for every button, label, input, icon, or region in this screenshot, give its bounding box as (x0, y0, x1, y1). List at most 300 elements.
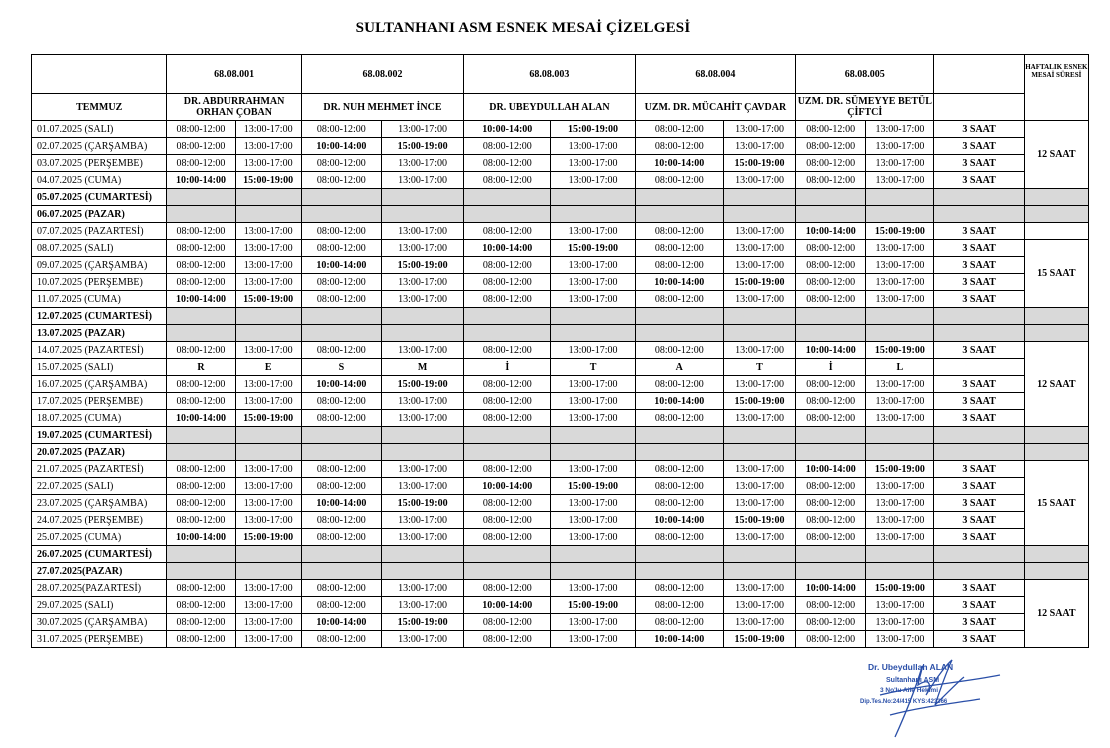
shift-pm: 13:00-17:00 (866, 172, 934, 189)
shift-pm: 13:00-17:00 (235, 274, 301, 291)
shift-am: 08:00-12:00 (464, 291, 551, 308)
shift-am: 08:00-12:00 (635, 597, 723, 614)
shift-am: 08:00-12:00 (167, 257, 235, 274)
shift-pm: 13:00-17:00 (551, 172, 635, 189)
weekend-cell (167, 189, 235, 206)
weekend-row (32, 189, 1089, 206)
weekend-cell (635, 444, 723, 461)
shift-am: 08:00-12:00 (635, 223, 723, 240)
shift-am: 08:00-12:00 (796, 172, 866, 189)
holiday-letter: T (551, 359, 635, 376)
weekend-cell (723, 308, 795, 325)
shift-pm: 13:00-17:00 (381, 393, 463, 410)
weekend-row (32, 325, 1089, 342)
header-blank (934, 94, 1024, 121)
shift-pm: 13:00-17:00 (551, 495, 635, 512)
weekly-total: 15 SAAT (1024, 240, 1088, 308)
daily-total: 3 SAAT (934, 597, 1024, 614)
shift-am: 08:00-12:00 (796, 495, 866, 512)
table-row (32, 155, 1089, 172)
shift-pm: 13:00-17:00 (551, 155, 635, 172)
shift-pm: 13:00-17:00 (235, 342, 301, 359)
daily-total: 3 SAAT (934, 342, 1024, 359)
weekend-cell (464, 189, 551, 206)
weekend-cell (635, 206, 723, 223)
shift-am: 08:00-12:00 (796, 597, 866, 614)
daily-total: 3 SAAT (934, 274, 1024, 291)
shift-pm: 13:00-17:00 (551, 257, 635, 274)
table-row (32, 410, 1089, 427)
holiday-letter: S (301, 359, 381, 376)
flex-shift-am: 10:00-14:00 (464, 597, 551, 614)
flex-shift-am: 10:00-14:00 (301, 495, 381, 512)
schedule-table (31, 54, 1089, 648)
weekend-cell (796, 563, 866, 580)
shift-pm: 13:00-17:00 (723, 495, 795, 512)
date-cell: 23.07.2025 (ÇARŞAMBA) (32, 495, 167, 512)
doctor-signature-stamp (860, 655, 1020, 745)
shift-am: 08:00-12:00 (301, 631, 381, 648)
table-row (32, 257, 1089, 274)
shift-am: 08:00-12:00 (796, 529, 866, 546)
shift-am: 08:00-12:00 (464, 631, 551, 648)
shift-pm: 13:00-17:00 (381, 223, 463, 240)
flex-shift-am: 10:00-14:00 (301, 257, 381, 274)
table-row (32, 495, 1089, 512)
flex-shift-am: 10:00-14:00 (635, 393, 723, 410)
weekend-cell (934, 444, 1024, 461)
shift-pm: 13:00-17:00 (235, 580, 301, 597)
weekend-cell (235, 189, 301, 206)
date-cell: 15.07.2025 (SALI) (32, 359, 167, 376)
flex-shift-am: 10:00-14:00 (167, 172, 235, 189)
shift-am: 08:00-12:00 (796, 376, 866, 393)
shift-am: 08:00-12:00 (796, 291, 866, 308)
shift-pm: 13:00-17:00 (551, 138, 635, 155)
date-cell: 28.07.2025(PAZARTESİ) (32, 580, 167, 597)
flex-shift-pm: 15:00-19:00 (866, 461, 934, 478)
weekend-cell (934, 325, 1024, 342)
flex-shift-am: 10:00-14:00 (796, 461, 866, 478)
header-blank (32, 55, 167, 94)
weekend-cell (1024, 325, 1088, 342)
shift-pm: 13:00-17:00 (381, 240, 463, 257)
shift-am: 08:00-12:00 (301, 512, 381, 529)
weekend-cell (1024, 444, 1088, 461)
daily-total: 3 SAAT (934, 631, 1024, 648)
shift-am: 08:00-12:00 (464, 580, 551, 597)
shift-am: 08:00-12:00 (167, 393, 235, 410)
weekend-cell (866, 427, 934, 444)
weekend-cell (381, 546, 463, 563)
table-row (32, 121, 1089, 138)
daily-total: 3 SAAT (934, 614, 1024, 631)
month-label: TEMMUZ (32, 94, 167, 121)
shift-am: 08:00-12:00 (464, 614, 551, 631)
daily-total: 3 SAAT (934, 495, 1024, 512)
date-cell: 01.07.2025 (SALI) (32, 121, 167, 138)
shift-pm: 13:00-17:00 (723, 342, 795, 359)
date-cell: 30.07.2025 (ÇARŞAMBA) (32, 614, 167, 631)
shift-am: 08:00-12:00 (464, 172, 551, 189)
weekend-cell (723, 427, 795, 444)
shift-pm: 13:00-17:00 (235, 478, 301, 495)
shift-pm: 13:00-17:00 (723, 121, 795, 138)
shift-am: 08:00-12:00 (301, 410, 381, 427)
shift-am: 08:00-12:00 (301, 172, 381, 189)
shift-pm: 13:00-17:00 (723, 291, 795, 308)
shift-am: 08:00-12:00 (464, 274, 551, 291)
shift-pm: 13:00-17:00 (866, 631, 934, 648)
flex-shift-pm: 15:00-19:00 (235, 410, 301, 427)
weekend-cell (796, 325, 866, 342)
shift-am: 08:00-12:00 (167, 631, 235, 648)
weekend-cell (235, 325, 301, 342)
shift-pm: 13:00-17:00 (866, 410, 934, 427)
unit-code: 68.08.005 (796, 55, 934, 94)
flex-shift-am: 10:00-14:00 (796, 580, 866, 597)
flex-shift-pm: 15:00-19:00 (723, 274, 795, 291)
date-cell: 16.07.2025 (ÇARŞAMBA) (32, 376, 167, 393)
weekend-cell (235, 308, 301, 325)
doctor-name: DR. NUH MEHMET İNCE (301, 94, 463, 121)
weekend-cell (1024, 546, 1088, 563)
shift-pm: 13:00-17:00 (551, 512, 635, 529)
date-cell: 25.07.2025 (CUMA) (32, 529, 167, 546)
weekend-cell (635, 427, 723, 444)
table-row (32, 597, 1089, 614)
shift-pm: 13:00-17:00 (723, 172, 795, 189)
date-cell: 22.07.2025 (SALI) (32, 478, 167, 495)
shift-pm: 13:00-17:00 (381, 631, 463, 648)
daily-total: 3 SAAT (934, 172, 1024, 189)
shift-am: 08:00-12:00 (635, 240, 723, 257)
shift-pm: 13:00-17:00 (381, 529, 463, 546)
shift-pm: 13:00-17:00 (723, 223, 795, 240)
flex-shift-pm: 15:00-19:00 (381, 495, 463, 512)
weekly-total (1024, 223, 1088, 240)
weekend-cell (167, 444, 235, 461)
weekend-cell (723, 546, 795, 563)
shift-am: 08:00-12:00 (635, 291, 723, 308)
shift-am: 08:00-12:00 (635, 529, 723, 546)
shift-am: 08:00-12:00 (635, 138, 723, 155)
date-cell: 18.07.2025 (CUMA) (32, 410, 167, 427)
shift-pm: 13:00-17:00 (723, 614, 795, 631)
flex-shift-pm: 15:00-19:00 (723, 393, 795, 410)
weekend-cell (167, 206, 235, 223)
shift-am: 08:00-12:00 (464, 529, 551, 546)
shift-pm: 13:00-17:00 (381, 121, 463, 138)
weekend-cell (464, 563, 551, 580)
weekend-cell (635, 308, 723, 325)
weekend-cell (1024, 189, 1088, 206)
shift-pm: 13:00-17:00 (866, 376, 934, 393)
table-row (32, 529, 1089, 546)
flex-shift-am: 10:00-14:00 (464, 478, 551, 495)
shift-pm: 13:00-17:00 (381, 512, 463, 529)
table-row (32, 240, 1089, 257)
date-cell: 04.07.2025 (CUMA) (32, 172, 167, 189)
shift-am: 08:00-12:00 (301, 223, 381, 240)
shift-pm: 13:00-17:00 (381, 580, 463, 597)
shift-pm: 13:00-17:00 (381, 461, 463, 478)
daily-total: 3 SAAT (934, 223, 1024, 240)
shift-pm: 13:00-17:00 (235, 240, 301, 257)
shift-am: 08:00-12:00 (796, 393, 866, 410)
shift-am: 08:00-12:00 (796, 512, 866, 529)
shift-pm: 13:00-17:00 (866, 529, 934, 546)
shift-pm: 13:00-17:00 (723, 240, 795, 257)
shift-am: 08:00-12:00 (301, 121, 381, 138)
shift-pm: 13:00-17:00 (551, 529, 635, 546)
shift-pm: 13:00-17:00 (551, 461, 635, 478)
flex-shift-pm: 15:00-19:00 (235, 172, 301, 189)
shift-am: 08:00-12:00 (301, 291, 381, 308)
weekend-cell (551, 427, 635, 444)
shift-am: 08:00-12:00 (167, 495, 235, 512)
shift-pm: 13:00-17:00 (866, 393, 934, 410)
shift-am: 08:00-12:00 (796, 155, 866, 172)
flex-shift-pm: 15:00-19:00 (381, 376, 463, 393)
unit-code: 68.08.003 (464, 55, 635, 94)
signature-name: Dr. Ubeydullah ALAN (868, 662, 954, 672)
weekend-row (32, 444, 1089, 461)
flex-shift-pm: 15:00-19:00 (381, 138, 463, 155)
shift-am: 08:00-12:00 (635, 172, 723, 189)
shift-am: 08:00-12:00 (167, 240, 235, 257)
shift-am: 08:00-12:00 (301, 155, 381, 172)
shift-am: 08:00-12:00 (635, 342, 723, 359)
date-cell: 11.07.2025 (CUMA) (32, 291, 167, 308)
shift-pm: 13:00-17:00 (723, 410, 795, 427)
date-cell: 31.07.2025 (PERŞEMBE) (32, 631, 167, 648)
shift-am: 08:00-12:00 (167, 223, 235, 240)
weekend-row (32, 563, 1089, 580)
weekend-cell (464, 427, 551, 444)
shift-am: 08:00-12:00 (796, 478, 866, 495)
daily-total: 3 SAAT (934, 138, 1024, 155)
shift-am: 08:00-12:00 (464, 342, 551, 359)
shift-pm: 13:00-17:00 (723, 478, 795, 495)
weekend-cell (934, 308, 1024, 325)
shift-am: 08:00-12:00 (301, 274, 381, 291)
weekly-total: 12 SAAT (1024, 580, 1088, 648)
shift-pm: 13:00-17:00 (551, 342, 635, 359)
shift-am: 08:00-12:00 (635, 410, 723, 427)
weekend-cell (796, 189, 866, 206)
shift-am: 08:00-12:00 (635, 376, 723, 393)
shift-am: 08:00-12:00 (635, 580, 723, 597)
weekend-cell (235, 206, 301, 223)
weekend-row (32, 206, 1089, 223)
shift-am: 08:00-12:00 (464, 495, 551, 512)
date-cell: 10.07.2025 (PERŞEMBE) (32, 274, 167, 291)
shift-pm: 13:00-17:00 (551, 223, 635, 240)
shift-pm: 13:00-17:00 (723, 597, 795, 614)
shift-pm: 13:00-17:00 (866, 138, 934, 155)
date-cell: 03.07.2025 (PERŞEMBE) (32, 155, 167, 172)
weekend-cell (1024, 206, 1088, 223)
weekend-cell (723, 325, 795, 342)
date-cell: 19.07.2025 (CUMARTESİ) (32, 427, 167, 444)
shift-am: 08:00-12:00 (635, 478, 723, 495)
daily-total: 3 SAAT (934, 257, 1024, 274)
shift-am: 08:00-12:00 (301, 393, 381, 410)
shift-pm: 13:00-17:00 (551, 393, 635, 410)
shift-am: 08:00-12:00 (167, 121, 235, 138)
weekend-cell (934, 563, 1024, 580)
weekend-cell (381, 325, 463, 342)
weekend-cell (235, 427, 301, 444)
flex-shift-am: 10:00-14:00 (167, 291, 235, 308)
weekend-cell (381, 563, 463, 580)
weekend-cell (464, 546, 551, 563)
flex-shift-pm: 15:00-19:00 (866, 580, 934, 597)
shift-am: 08:00-12:00 (635, 614, 723, 631)
shift-pm: 13:00-17:00 (866, 291, 934, 308)
weekend-cell (301, 546, 381, 563)
doctor-name: UZM. DR. MÜCAHİT ÇAVDAR (635, 94, 795, 121)
weekend-cell (723, 206, 795, 223)
flex-shift-pm: 15:00-19:00 (551, 597, 635, 614)
doctor-name: UZM. DR. SÜMEYYE BETÜL ÇİFTCİ (796, 94, 934, 121)
shift-pm: 13:00-17:00 (235, 597, 301, 614)
weekend-cell (866, 563, 934, 580)
shift-pm: 13:00-17:00 (866, 257, 934, 274)
shift-am: 08:00-12:00 (796, 121, 866, 138)
shift-pm: 13:00-17:00 (551, 631, 635, 648)
shift-am: 08:00-12:00 (635, 461, 723, 478)
shift-am: 08:00-12:00 (167, 376, 235, 393)
table-row (32, 512, 1089, 529)
signature-line4: Dip.Tes.No:24/415 KYS:423366 (860, 699, 948, 705)
shift-am: 08:00-12:00 (796, 631, 866, 648)
weekend-cell (301, 325, 381, 342)
flex-shift-am: 10:00-14:00 (635, 274, 723, 291)
shift-pm: 13:00-17:00 (381, 597, 463, 614)
shift-am: 08:00-12:00 (167, 155, 235, 172)
holiday-letter: L (866, 359, 934, 376)
shift-am: 08:00-12:00 (301, 529, 381, 546)
shift-am: 08:00-12:00 (635, 495, 723, 512)
shift-am: 08:00-12:00 (167, 461, 235, 478)
flex-shift-pm: 15:00-19:00 (381, 614, 463, 631)
table-row (32, 631, 1089, 648)
weekend-cell (167, 546, 235, 563)
flex-shift-am: 10:00-14:00 (635, 631, 723, 648)
shift-am: 08:00-12:00 (464, 257, 551, 274)
page-title: SULTANHANI ASM ESNEK MESAİ ÇİZELGESİ (355, 20, 691, 36)
date-cell: 24.07.2025 (PERŞEMBE) (32, 512, 167, 529)
signature-line3: 3 No'lu Aile Hekimi (880, 687, 939, 694)
table-row (32, 223, 1089, 240)
shift-pm: 13:00-17:00 (551, 376, 635, 393)
shift-pm: 13:00-17:00 (723, 376, 795, 393)
shift-pm: 13:00-17:00 (235, 257, 301, 274)
shift-pm: 13:00-17:00 (723, 257, 795, 274)
weekend-cell (551, 189, 635, 206)
flex-shift-am: 10:00-14:00 (167, 410, 235, 427)
table-row (32, 274, 1089, 291)
table-row (32, 393, 1089, 410)
daily-total: 3 SAAT (934, 376, 1024, 393)
weekend-cell (1024, 308, 1088, 325)
weekend-cell (866, 308, 934, 325)
weekend-cell (635, 189, 723, 206)
weekend-cell (301, 563, 381, 580)
shift-am: 08:00-12:00 (796, 410, 866, 427)
shift-am: 08:00-12:00 (635, 257, 723, 274)
shift-am: 08:00-12:00 (301, 478, 381, 495)
holiday-letter: İ (796, 359, 866, 376)
shift-pm: 13:00-17:00 (551, 614, 635, 631)
shift-pm: 13:00-17:00 (866, 495, 934, 512)
shift-am: 08:00-12:00 (796, 274, 866, 291)
table-row (32, 580, 1089, 597)
shift-pm: 13:00-17:00 (235, 461, 301, 478)
daily-total: 3 SAAT (934, 529, 1024, 546)
weekend-cell (301, 206, 381, 223)
shift-am: 08:00-12:00 (464, 410, 551, 427)
shift-pm: 13:00-17:00 (551, 274, 635, 291)
header-blank (934, 55, 1024, 94)
table-row (32, 478, 1089, 495)
shift-am: 08:00-12:00 (167, 512, 235, 529)
flex-shift-pm: 15:00-19:00 (235, 529, 301, 546)
shift-pm: 13:00-17:00 (866, 155, 934, 172)
shift-pm: 13:00-17:00 (235, 138, 301, 155)
weekend-cell (167, 325, 235, 342)
shift-pm: 13:00-17:00 (866, 274, 934, 291)
weekly-hours-header: HAFTALIK ESNEK MESAİ SÜRESİ (1024, 55, 1088, 121)
flex-shift-am: 10:00-14:00 (301, 138, 381, 155)
table-row (32, 461, 1089, 478)
date-cell: 06.07.2025 (PAZAR) (32, 206, 167, 223)
daily-total: 3 SAAT (934, 291, 1024, 308)
shift-pm: 13:00-17:00 (866, 478, 934, 495)
shift-am: 08:00-12:00 (301, 342, 381, 359)
shift-am: 08:00-12:00 (464, 512, 551, 529)
weekend-cell (1024, 427, 1088, 444)
shift-pm: 13:00-17:00 (381, 342, 463, 359)
shift-pm: 13:00-17:00 (866, 614, 934, 631)
weekend-cell (723, 444, 795, 461)
weekend-cell (796, 427, 866, 444)
total-cell (934, 359, 1024, 376)
daily-total: 3 SAAT (934, 410, 1024, 427)
doctor-name: DR. ABDURRAHMAN ORHAN ÇOBAN (167, 94, 301, 121)
shift-pm: 13:00-17:00 (866, 121, 934, 138)
flex-shift-am: 10:00-14:00 (796, 342, 866, 359)
daily-total: 3 SAAT (934, 580, 1024, 597)
doctor-name: DR. UBEYDULLAH ALAN (464, 94, 635, 121)
daily-total: 3 SAAT (934, 393, 1024, 410)
daily-total: 3 SAAT (934, 478, 1024, 495)
weekend-cell (301, 427, 381, 444)
weekend-cell (934, 546, 1024, 563)
weekend-cell (464, 325, 551, 342)
weekend-cell (796, 308, 866, 325)
shift-pm: 13:00-17:00 (866, 512, 934, 529)
weekend-cell (235, 546, 301, 563)
flex-shift-am: 10:00-14:00 (301, 614, 381, 631)
shift-am: 08:00-12:00 (167, 478, 235, 495)
shift-pm: 13:00-17:00 (551, 410, 635, 427)
weekend-cell (635, 325, 723, 342)
shift-pm: 13:00-17:00 (866, 240, 934, 257)
unit-code: 68.08.002 (301, 55, 463, 94)
